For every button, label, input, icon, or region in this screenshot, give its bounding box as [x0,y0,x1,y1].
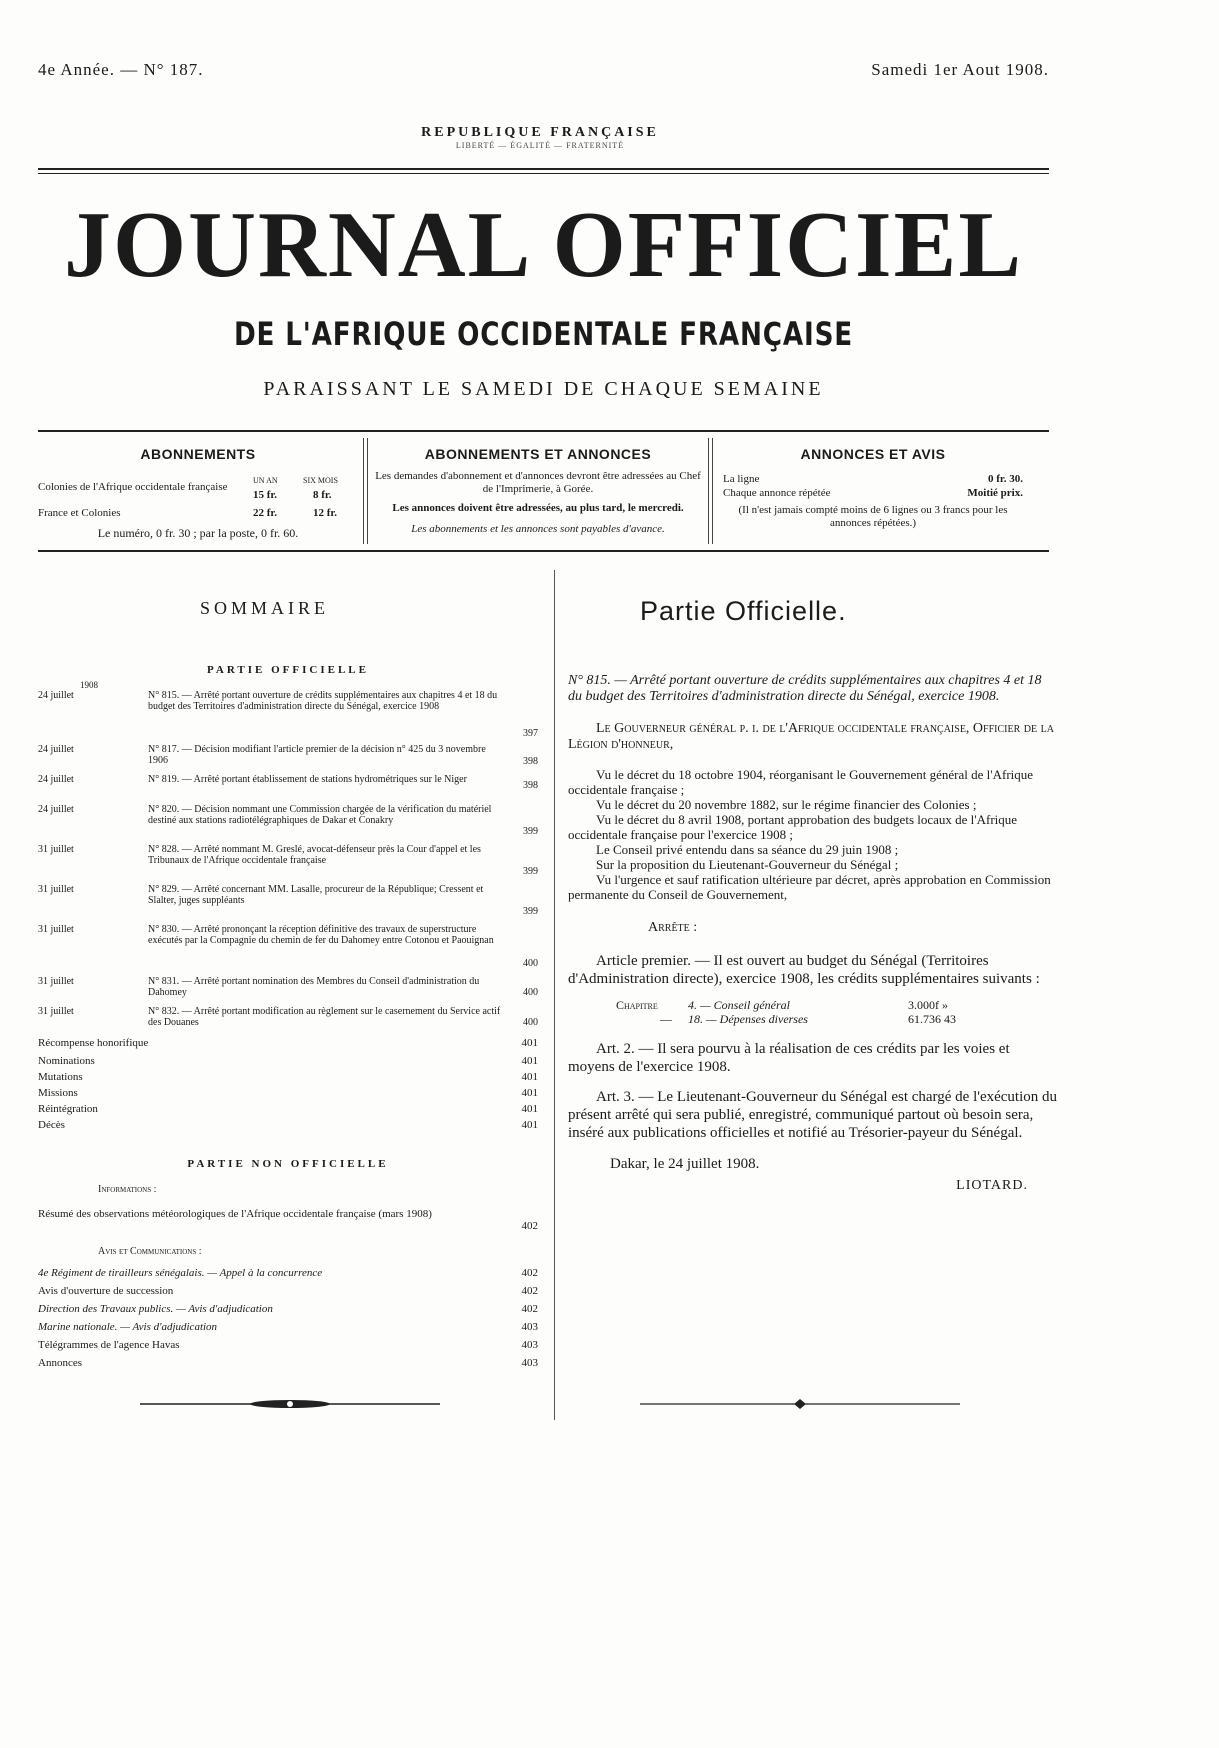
article-3: Art. 3. — Le Lieutenant-Gouverneur du Sénégal est chargé de l'exécution du présent arrêté qui sera publié, enregistré, communiqué partout où besoin sera, inséré aux publications officielles et notifié au Trésorier-payeur du Sénégal. [568,1089,1058,1141]
abon-line-2: Les annonces doivent être adressées, au plus tard, le mercredi. [392,502,684,514]
ligne-row [723,472,1023,486]
vu-line: Vu l'urgence et sauf ratification ultérieure par décret, après approbation en Commission permanente du Conseil de Gouvernement, [568,872,1051,902]
toc-page: 401 [521,1037,538,1049]
box-divider-1 [363,438,364,544]
toc-page: 401 [521,1087,538,1099]
chapitres-table [568,998,1058,1028]
article-premier: Article premier. — Il est ouvert au budget du Sénégal (Territoires d'Administration directe), exercice 1908, les crédits supplémentaires suivants : [568,953,1040,987]
ligne-label: La ligne [723,473,760,485]
chap1-label: 4. — Conseil général [688,998,790,1012]
abonnements-heading: ABONNEMENTS [140,446,256,462]
header-top-line [38,60,1049,80]
toc-date: 24 juillet [38,804,74,815]
toc-date: 31 juillet [38,924,74,935]
toc-page: 401 [521,1055,538,1067]
box-divider-2b [712,438,713,544]
abon-line-3: Les abonnements et les annonces sont payables d'avance. [411,523,665,535]
toc-simple-item [38,1118,538,1132]
journal-title: JOURNAL OFFICIEL [63,193,1024,297]
row1-label: Colonies de l'Afrique occidentale française [38,481,228,493]
toc-page: 399 [523,826,538,837]
subscription-box [38,430,1049,552]
chap1-prefix: Chapitre [616,998,658,1012]
row2-an: 22 fr. [253,507,278,519]
sommaire-partie-non-officielle: PARTIE NON OFFICIELLE [187,1158,389,1170]
toc-date: 31 juillet [38,976,74,987]
toc-page: 400 [523,987,538,998]
abonnements-column [38,432,358,550]
republic-block [340,125,740,150]
toc-text: N° 831. — Arrêté portant nomination des Membres du Conseil d'administration du Dahomey [148,976,480,998]
vu-line: Sur la proposition du Lieutenant-Gouverneur du Sénégal ; [596,857,899,872]
toc-label: Réintégration [38,1103,98,1115]
article-2: Art. 2. — Il sera pourvu à la réalisation de ces crédits par les voies et moyens de l'exercice 1908. [568,1041,1010,1075]
toc-avis-item [38,1284,538,1298]
repetee-label: Chaque annonce répétée [723,487,831,499]
toc-label: Mutations [38,1071,83,1083]
issue-date: Samedi 1er Aout 1908. [871,60,1049,79]
toc-page: 399 [523,866,538,877]
ligne-value: 0 fr. 30. [987,473,1023,485]
journal-subtitle: DE L'AFRIQUE OCCIDENTALE FRANÇAISE [233,315,854,353]
avis-head: Avis et Communications : [98,1246,202,1257]
annonces-avis-column [723,432,1023,550]
toc-label: 4e Régiment de tirailleurs sénégalais. — Appel à la concurrence [38,1267,323,1279]
sommaire-year: 1908 [80,680,98,690]
toc-page: 399 [523,906,538,917]
toc-label: Télégrammes de l'agence Havas [38,1339,180,1351]
journal-tagline: PARAISSANT LE SAMEDI DE CHAQUE SEMAINE [263,378,824,400]
toc-avis-item [38,1320,538,1334]
row2-label: France et Colonies [38,507,121,519]
col-six-mois: SIX MOIS [303,476,338,485]
toc-avis-item [38,1302,538,1316]
toc-simple-item [38,1102,538,1116]
toc-resume [38,1208,508,1220]
toc-page: 403 [521,1321,538,1333]
header-rule [38,168,1049,170]
abon-line-1: Les demandes d'abonnement et d'annonces devront être adressées au Chef de l'Imprimerie, à Gorée. [375,470,701,495]
toc-date: 24 juillet [38,690,74,701]
toc-label: Résumé des observations météorologiques de l'Afrique occidentale française (mars 1908) [38,1208,432,1220]
vu-line: Vu le décret du 20 novembre 1882, sur le régime financier des Colonies ; [596,797,977,812]
toc-text: N° 817. — Décision modifiant l'article premier de la décision n° 425 du 3 novembre 1906 [148,744,486,766]
gouverneur-preamble: Le Gouverneur général p. i. de l'Afrique occidentale française, Officier de la Légion d'honneur, [568,721,1054,752]
republic-label: REPUBLIQUE FRANÇAISE [421,125,659,140]
annonces-note: (Il n'est jamais compté moins de 6 lignes ou 3 francs pour les annonces répétées.) [738,504,1008,529]
toc-text: N° 828. — Arrêté nommant M. Greslé, avocat-défenseur près la Cour d'appel et les Tribunaux de l'Afrique occidentale française [148,844,481,866]
toc-label: Missions [38,1087,78,1099]
toc-simple-item [38,1054,538,1068]
toc-simple-item [38,1070,538,1084]
toc-label: Avis d'ouverture de succession [38,1285,174,1297]
abonnements-annonces-column [373,432,703,550]
col-un-an: UN AN [253,476,278,485]
toc-label: Marine nationale. — Avis d'adjudication [38,1321,218,1333]
arrete-label: Arrête : [648,920,698,935]
numero-price: Le numéro, 0 fr. 30 ; par la poste, 0 fr. 60. [97,526,299,540]
vu-line: Vu le décret du 8 avril 1908, portant approbation des budgets locaux de l'Afrique occidentale française pour l'exercice 1908 ; [568,812,1018,842]
toc-text: N° 819. — Arrêté portant établissement de stations hydrométriques sur le Niger [148,774,467,785]
republic-motto: LIBERTÉ — ÉGALITÉ — FRATERNITÉ [455,141,625,150]
toc-page: 402 [521,1303,538,1315]
column-divider [554,570,555,1420]
toc-resume-page: 402 [521,1220,538,1232]
toc-page: 397 [523,728,538,739]
abonnements-annonces-heading: ABONNEMENTS ET ANNONCES [424,446,652,462]
partie-officielle-title: Partie Officielle. [640,596,847,626]
toc-label: Nominations [38,1055,95,1067]
toc-page: 400 [523,1017,538,1028]
toc-text: N° 832. — Arrêté portant modification au règlement sur le casernement du Service actif des Douanes [148,1006,501,1028]
toc-text: N° 829. — Arrêté concernant MM. Lasalle, procureur de la République; Cressent et Slalter, juges suppléants [148,884,484,906]
arrete-815 [568,673,1058,1194]
chap2-label: 18. — Dépenses diverses [688,1012,808,1026]
toc-label: Direction des Travaux publics. — Avis d'adjudication [38,1303,273,1315]
row2-six: 12 fr. [313,507,338,519]
toc-label: Annonces [38,1357,82,1369]
toc-date: 31 juillet [38,884,74,895]
box-divider-2 [708,438,709,544]
considerants [568,767,1058,902]
toc-avis-item [38,1356,538,1370]
toc-date: 31 juillet [38,1006,74,1017]
ornament-right [640,1394,960,1414]
row1-an: 15 fr. [253,489,278,501]
vu-line: Vu le décret du 18 octobre 1904, réorganisant le Gouvernement général de l'Afrique occidentale française ; [568,767,1034,797]
toc-page: 401 [521,1071,538,1083]
chap2-value: 61.736 43 [908,1012,956,1026]
sommaire-title: SOMMAIRE [200,598,330,618]
toc-page: 398 [523,780,538,791]
chap2-prefix: — [660,1012,672,1026]
row1-six: 8 fr. [313,489,332,501]
toc-page: 401 [521,1119,538,1131]
repetee-row [723,486,1023,500]
annonces-avis-heading: ANNONCES ET AVIS [800,446,946,462]
box-divider-1b [367,438,368,544]
toc-page: 400 [523,958,538,969]
arrete-heading: N° 815. — Arrêté portant ouverture de crédits supplémentaires aux chapitres 4 et 18 du budget des Territoires d'administration directe du Sénégal, exercice 1908. [568,673,1042,704]
vu-line: Le Conseil privé entendu dans sa séance du 29 juin 1908 ; [596,842,899,857]
sommaire-partie-officielle: PARTIE OFFICIELLE [207,664,369,676]
issue-number: 4e Année. — N° 187. [38,60,204,79]
toc-simple-item [38,1086,538,1100]
toc-date: 31 juillet [38,844,74,855]
informations-head: Informations : [98,1184,157,1195]
ornament-left [140,1394,440,1414]
chap1-value: 3.000f » [908,998,948,1012]
toc-text: N° 820. — Décision nommant une Commission chargée de la vérification du matériel destiné aux stations radiotélégraphiques de Dakar et Conakry [148,804,492,826]
toc-text: N° 830. — Arrêté prononçant la réception définitive des travaux de superstructure exécutés par la Compagnie du chemin de fer du Dahomey entre Cotonou et Paouignan [148,924,494,946]
toc-label: Récompense honorifique [38,1037,149,1049]
place-date: Dakar, le 24 juillet 1908. [610,1156,760,1172]
toc-page: 403 [521,1339,538,1351]
toc-text: N° 815. — Arrêté portant ouverture de crédits supplémentaires aux chapitres 4 et 18 du budget des Territoires d'administration directe du Sénégal, exercice 1908 [148,690,498,712]
toc-page: 401 [521,1103,538,1115]
header-rule-thin [38,173,1049,174]
toc-page: 402 [521,1285,538,1297]
toc-avis-item [38,1266,538,1280]
toc-page: 398 [523,756,538,767]
toc-page: 402 [521,1267,538,1279]
toc-date: 24 juillet [38,774,74,785]
toc-avis-item [38,1338,538,1352]
toc-label: Décès [38,1119,65,1131]
toc-date: 24 juillet [38,744,74,755]
repetee-value: Moitié prix. [967,487,1023,499]
toc-page: 403 [521,1357,538,1369]
toc-simple-item [38,1036,538,1050]
signature: LIOTARD. [956,1178,1028,1193]
